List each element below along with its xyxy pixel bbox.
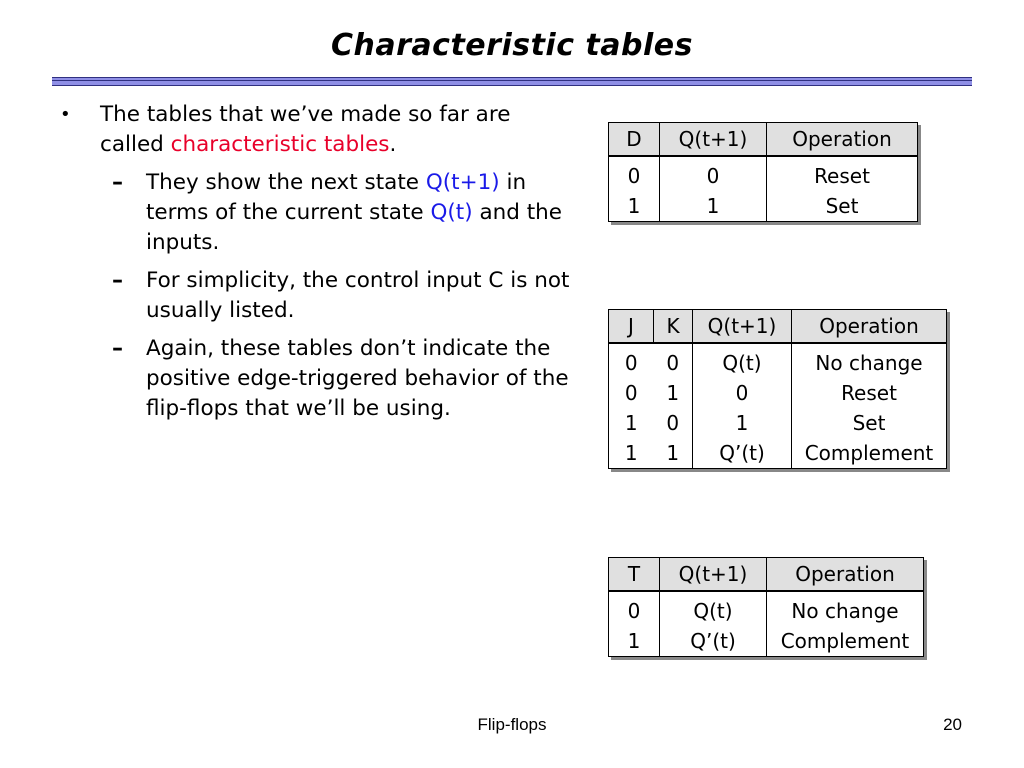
table-cell: 1	[654, 378, 693, 408]
table-header: Operation	[767, 123, 918, 157]
slide-title: Characteristic tables	[331, 28, 693, 63]
sub-bullet-text: For simplicity, the control input C is not usually listed.	[146, 268, 570, 323]
table-row	[609, 343, 947, 378]
sub-bullet-text: and the inputs.	[146, 200, 563, 255]
jk-characteristic-table	[608, 309, 947, 469]
table-cell: 1	[693, 408, 792, 438]
sub-bullet-text: They show the next state	[146, 170, 426, 195]
bullet-end: .	[389, 132, 397, 157]
table-row	[609, 408, 947, 438]
table-header: Q(t+1)	[693, 310, 792, 344]
table-cell: Set	[792, 408, 947, 438]
table-cell: 1	[660, 191, 767, 222]
table-header: T	[609, 558, 660, 592]
table-cell: Q(t)	[660, 591, 767, 626]
table-header: K	[654, 310, 693, 344]
page-number: 20	[943, 715, 962, 734]
table-cell: Reset	[792, 378, 947, 408]
table-cell: Complement	[792, 438, 947, 469]
dash-icon: –	[112, 268, 123, 293]
table-cell: No change	[792, 343, 947, 378]
table-cell: Complement	[767, 626, 924, 657]
table-row	[609, 591, 924, 626]
highlight-term: characteristic tables	[170, 132, 390, 157]
table-cell: 0	[654, 343, 693, 378]
table-cell: 0	[609, 591, 660, 626]
table-header: Q(t+1)	[660, 123, 767, 157]
table-cell: Q(t)	[693, 343, 792, 378]
bullet-list	[60, 100, 570, 424]
sub-bullet-item	[60, 168, 570, 258]
table-header: Operation	[767, 558, 924, 592]
table-row	[609, 438, 947, 469]
sub-bullet-text: in terms of the current state	[146, 170, 527, 225]
table-row	[609, 626, 924, 657]
dash-icon: –	[112, 170, 123, 195]
table-header: J	[609, 310, 654, 344]
sub-bullet-item	[60, 266, 570, 326]
current-state-term: Q(t)	[430, 200, 473, 225]
title-rule-line	[52, 80, 972, 81]
table-cell: 1	[609, 191, 660, 222]
table-cell: 0	[609, 343, 654, 378]
table-row	[609, 191, 918, 222]
sub-bullet-text: Again, these tables don’t indicate the positive edge-triggered behavior of the flip-flops that we’ll be using.	[146, 336, 569, 421]
table-cell: 0	[654, 408, 693, 438]
bullet-dot-icon: •	[60, 104, 71, 125]
title-rule	[52, 77, 972, 86]
table-row	[609, 156, 918, 191]
table-cell: 1	[609, 438, 654, 469]
table-cell: 1	[654, 438, 693, 469]
table-header: Operation	[792, 310, 947, 344]
table-cell: Q’(t)	[693, 438, 792, 469]
table-cell: 0	[609, 378, 654, 408]
table-cell: Reset	[767, 156, 918, 191]
table-header: Q(t+1)	[660, 558, 767, 592]
bullet-item	[60, 100, 570, 160]
table-cell: 0	[693, 378, 792, 408]
d-characteristic-table	[608, 122, 918, 222]
sub-bullet-item	[60, 334, 570, 424]
table-header: D	[609, 123, 660, 157]
next-state-term: Q(t+1)	[425, 170, 500, 195]
table-cell: No change	[767, 591, 924, 626]
table-cell: Set	[767, 191, 918, 222]
t-characteristic-table	[608, 557, 924, 657]
table-cell: 0	[660, 156, 767, 191]
table-row	[609, 378, 947, 408]
bullet-text: The tables that we’ve made so far are called	[100, 102, 511, 157]
dash-icon: –	[112, 336, 123, 361]
footer-title: Flip-flops	[477, 715, 547, 734]
table-cell: Q’(t)	[660, 626, 767, 657]
table-cell: 0	[609, 156, 660, 191]
table-cell: 1	[609, 408, 654, 438]
table-cell: 1	[609, 626, 660, 657]
